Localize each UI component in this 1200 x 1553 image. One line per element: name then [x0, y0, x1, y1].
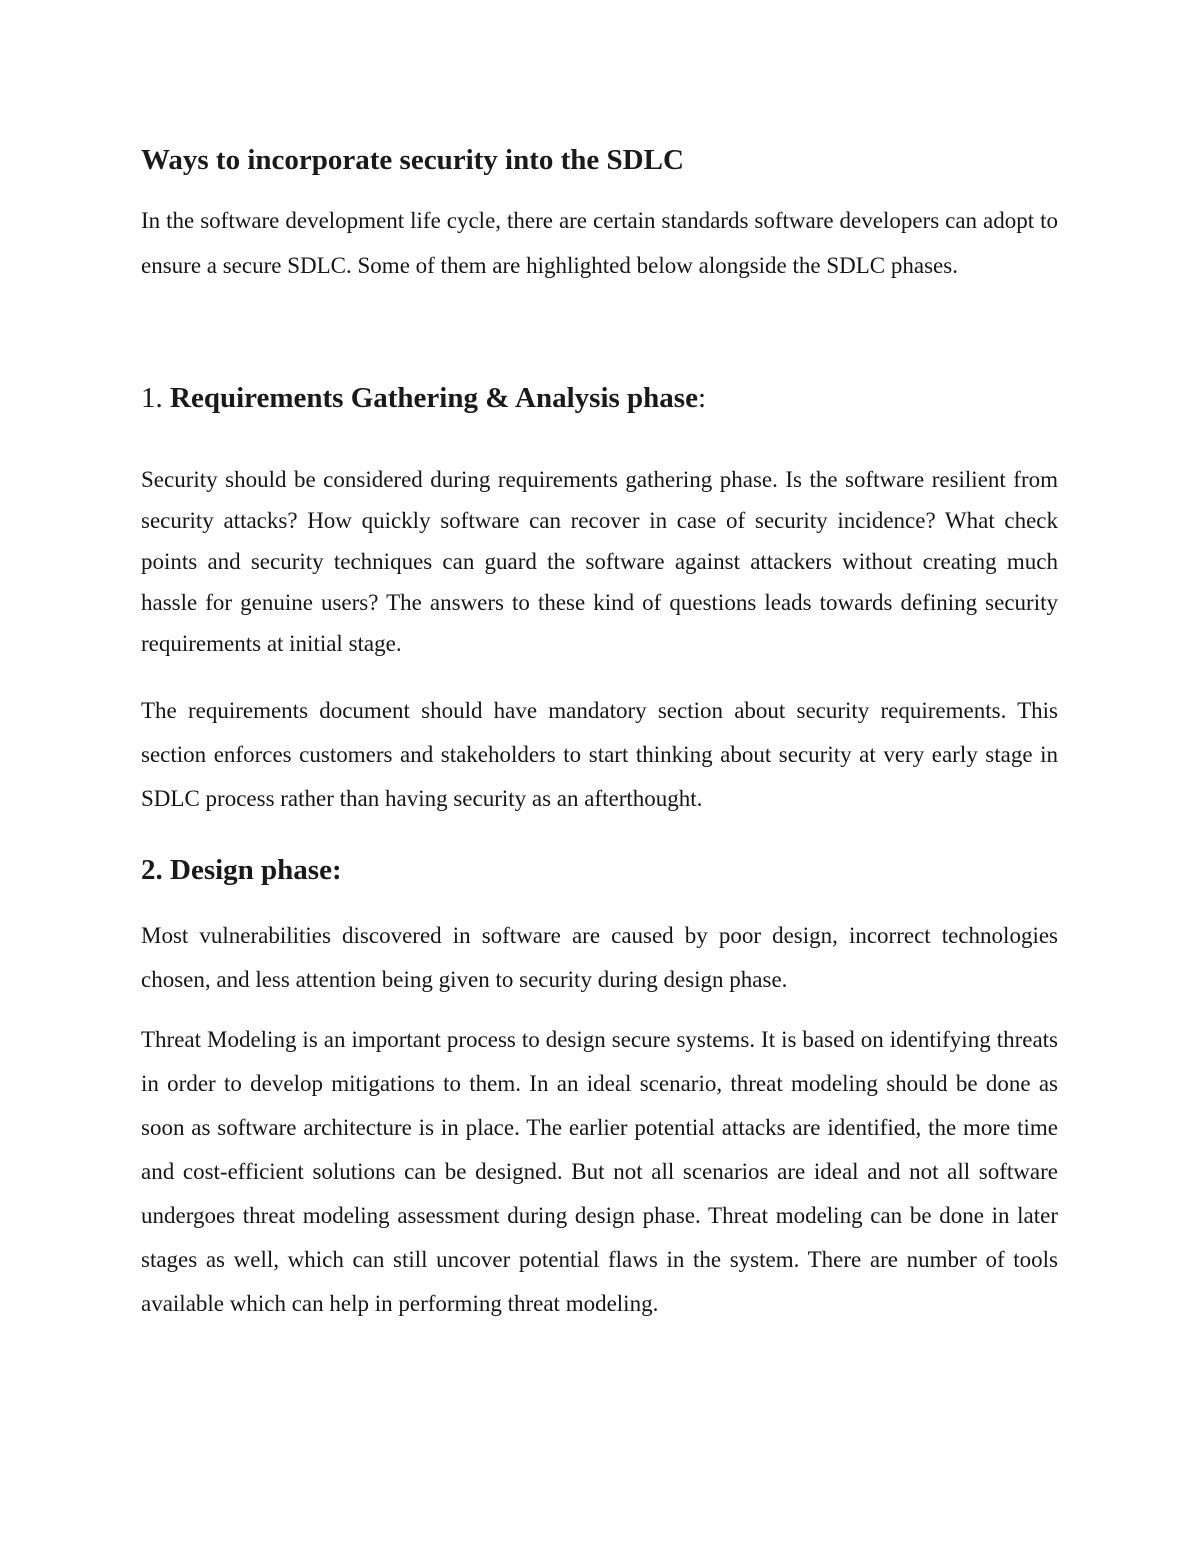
design-paragraph-1: Most vulnerabilities discovered in software are caused by poor design, incorrect technologies chosen, and less attention being given to security during design phase. — [141, 923, 1058, 992]
document-title: Ways to incorporate security into the SDLC — [141, 144, 684, 176]
section-heading-text: Design phase: — [170, 854, 342, 886]
requirements-paragraph-1: Security should be considered during requirements gathering phase. Is the software resilient from security attacks? How quickly software can recover in case of security incidence? What check points and security techniques can guard the software against attackers without creating much hassle for genuine users? The answers to these kind of questions leads towards defining security requirements at initial stage. — [141, 467, 1058, 656]
section-heading-design — [141, 849, 342, 891]
section-heading-requirements — [141, 376, 706, 420]
section-heading-text: Requirements Gathering & Analysis phase — [170, 382, 698, 414]
section-number: 2. — [141, 854, 163, 886]
section-heading-colon: : — [697, 382, 707, 414]
design-paragraph-2: Threat Modeling is an important process to design secure systems. It is based on identifying threats in order to develop mitigations to them. In an ideal scenario, threat modeling should be done as soon as software architecture is in place. The earlier potential attacks are identified, the more time and cost-efficient solutions can be designed. But not all scenarios are ideal and not all software undergoes threat modeling assessment during design phase. Threat modeling can be done in later stages as well, which can still uncover potential flaws in the system. There are number of tools available which can help in performing threat modeling. — [141, 1027, 1058, 1316]
section-number: 1. — [141, 382, 163, 414]
intro-paragraph: In the software development life cycle, there are certain standards software developers can adopt to ensure a secure SDLC. Some of them are highlighted below alongside the SDLC phases. — [141, 208, 1058, 278]
requirements-paragraph-2: The requirements document should have mandatory section about security requirements. This section enforces customers and stakeholders to start thinking about security at very early stage in SDLC process rather than having security as an afterthought. — [141, 698, 1058, 811]
